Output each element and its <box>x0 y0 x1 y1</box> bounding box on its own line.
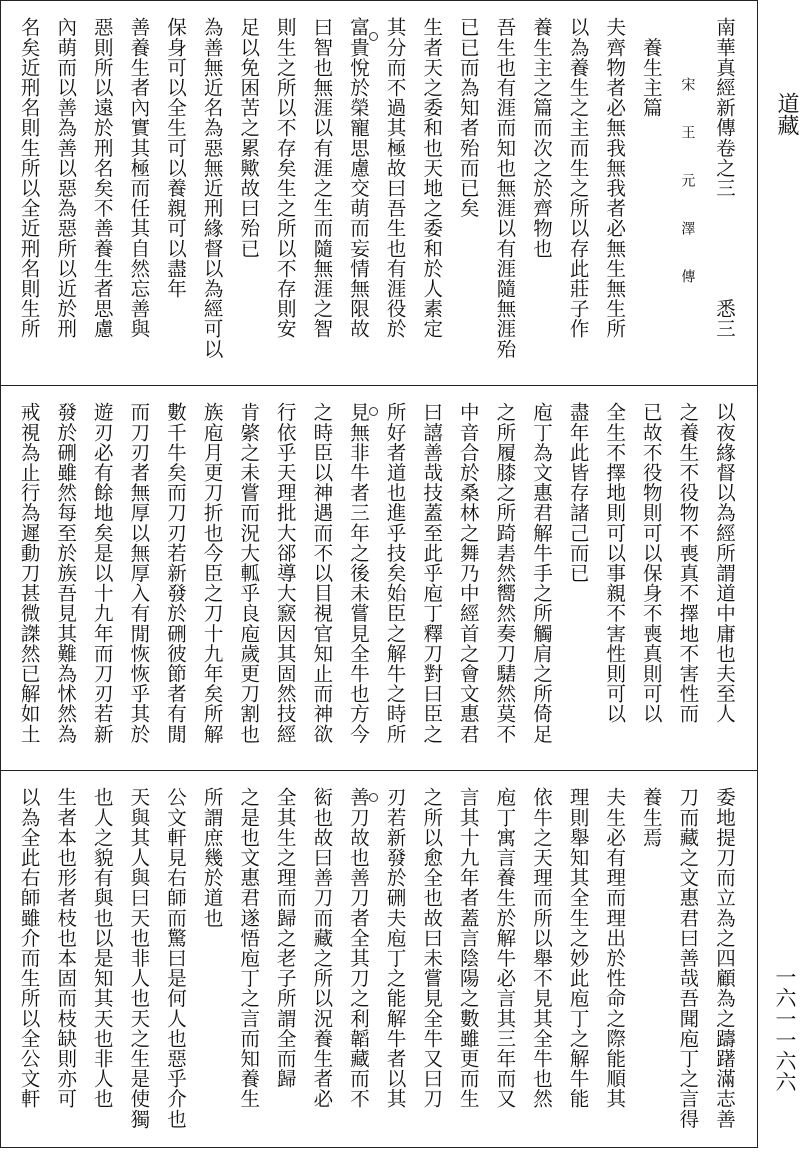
text-column: 以為全此右師雖介而生所以全公文軒 <box>17 787 41 1109</box>
text-column: 理則舉知其全生之妙此庖丁之解牛能 <box>566 787 590 1109</box>
text-column: 養生主之篇而次之於齊物也 <box>530 17 553 259</box>
panel-top <box>1 1 757 385</box>
text-column: 全生不擇地則可以事親不害性則可以 <box>603 402 627 724</box>
text-column: 惡則所以遠於刑名矣不善養生者思慮 <box>90 17 114 339</box>
text-column: 天與其人與曰天也非人也天之生是使獨 <box>127 787 151 1129</box>
text-column: 庖丁寓言養生於解牛必言其三年而又 <box>493 787 517 1109</box>
text-column: 之是也文惠君遂悟庖丁之言而知養生 <box>237 787 261 1109</box>
circle-mark-icon <box>369 793 378 802</box>
text-column: 之養生不役物不喪真不擇地不害性而 <box>676 402 700 724</box>
text-column: 吾生也有涯而知也無涯以有涯隨無涯殆 <box>493 17 517 359</box>
text-column: 夫齊物者必無我無我者必無生無生所 <box>603 17 627 339</box>
text-column: 善養生者內實其極而任其自然忘善與 <box>127 17 151 339</box>
text-column: 盡年此皆存諸己而已 <box>566 402 590 583</box>
text-column: 為善無近名為惡無近刑緣督以為經可以 <box>200 17 224 359</box>
margin-collection-title: 道藏 <box>774 92 799 136</box>
text-column: 全其生之理而歸之老子所謂全而歸 <box>273 787 297 1089</box>
text-column: 刃若新發於硎夫庖丁之能解牛者以其 <box>383 787 407 1109</box>
text-column: 已已而為知者殆而已矣 <box>456 17 480 218</box>
text-column: 內萌而以善為善以惡為惡所以近於刑 <box>54 17 78 339</box>
text-column: 見無非牛者三年之後未嘗見全牛也方今 <box>347 402 370 744</box>
text-column: 衒也故曰善刀而藏之所以況養生者必 <box>310 787 334 1109</box>
text-column: 委地提刀而立為之四顧為之躊躇滿志善 <box>713 787 736 1129</box>
text-column: 肯綮之未嘗而況大軱乎良庖歲更刀割也 <box>237 402 261 744</box>
text-column: 其分而不過其極故曰吾生也有涯役於 <box>383 17 407 339</box>
text-column: 名矣近刑名則生所以全近刑名則生所 <box>17 17 41 339</box>
text-column: 生者本也形者枝也本固而枝缺則亦可 <box>54 787 78 1109</box>
text-column: 之所履膝之所踦砉然嚮然奏刀騞然莫不 <box>493 402 517 744</box>
text-column: 善刀故也善刀者全其刀之利韜藏而不 <box>347 787 370 1109</box>
text-column: 南華真經新傳卷之三 悉三 <box>713 17 736 339</box>
text-column: 之所以愈全也故曰未嘗見全牛又曰刀 <box>420 787 444 1109</box>
text-column: 遊刃必有餘地矣是以十九年而刀刃若新 <box>90 402 114 744</box>
text-column: 保身可以全生可以養親可以盡年 <box>164 17 187 299</box>
text-column: 依牛之天理而所以舉不見其全牛也然 <box>530 787 553 1109</box>
circle-mark-icon <box>369 32 378 41</box>
text-column: 養生焉 <box>639 787 663 848</box>
text-column: 而刀刃者無厚以無厚入有閒恢恢乎其於 <box>127 402 151 744</box>
text-column: 生者天之委和也天地之委和於人素定 <box>420 17 444 339</box>
text-column: 所好者道也進乎技矣始臣之解牛之時所 <box>383 402 407 744</box>
text-column: 以夜緣督以為經所謂道中庸也夫至人 <box>713 402 736 724</box>
text-column: 也人之貌有與也以是知其天也非人也 <box>90 787 114 1109</box>
text-column: 曰智也無涯以有涯之生而隨無涯之智 <box>310 17 334 339</box>
text-column: 公文軒見右師而驚曰是何人也惡乎介也 <box>164 787 187 1129</box>
text-column: 富貴悅於榮寵思慮交萌而妄情無限故 <box>347 17 370 339</box>
text-column: 刀而藏之文惠君曰善哉吾聞庖丁之言得 <box>676 787 700 1129</box>
text-column: 養生主篇 <box>639 17 663 118</box>
text-column: 宋 王 元 澤 傳 <box>679 61 696 285</box>
text-column: 之時臣以神遇而不以目視官知止而神欲 <box>310 402 334 744</box>
text-column: 所謂庶幾於道也 <box>200 787 224 928</box>
text-column: 言其十九年者蓋言陰陽之數雖更而生 <box>456 787 480 1109</box>
text-column: 戒視為止行為遲動刀甚微謋然已解如土 <box>17 402 41 744</box>
text-column: 行依乎天理批大郤導大窾因其固然技經 <box>273 402 297 744</box>
text-column: 數千牛矣而刀刃若新發於硎彼節者有閒 <box>164 402 187 744</box>
text-column: 族庖月更刀折也今臣之刀十九年矣所解 <box>200 402 224 744</box>
text-column: 則生之所以不存矣生之所以不存則安 <box>273 17 297 339</box>
circle-mark-icon <box>369 407 378 416</box>
text-column: 已故不役物則可以保身不喪真則可以 <box>639 402 663 724</box>
panel-middle <box>1 386 757 770</box>
text-column: 庖丁為文惠君解牛手之所觸肩之所倚足 <box>530 402 553 744</box>
text-column: 曰譆善哉技蓋至此乎庖丁釋刀對曰臣之 <box>420 402 444 744</box>
text-column: 發於硎雖然每至於族吾見其難為怵然為 <box>54 402 78 744</box>
text-column: 足以免困苦之累歟故曰殆已 <box>237 17 261 259</box>
panel-bottom <box>1 771 757 1147</box>
text-column: 中音合於桑林之舞乃中經首之會文惠君 <box>456 402 480 744</box>
text-column: 以為養生之主而生之所以存此莊子作 <box>566 17 590 339</box>
margin-page-number: 一六一一六六 <box>773 966 797 1092</box>
text-column: 夫生必有理而理出於性命之際能順其 <box>603 787 627 1109</box>
